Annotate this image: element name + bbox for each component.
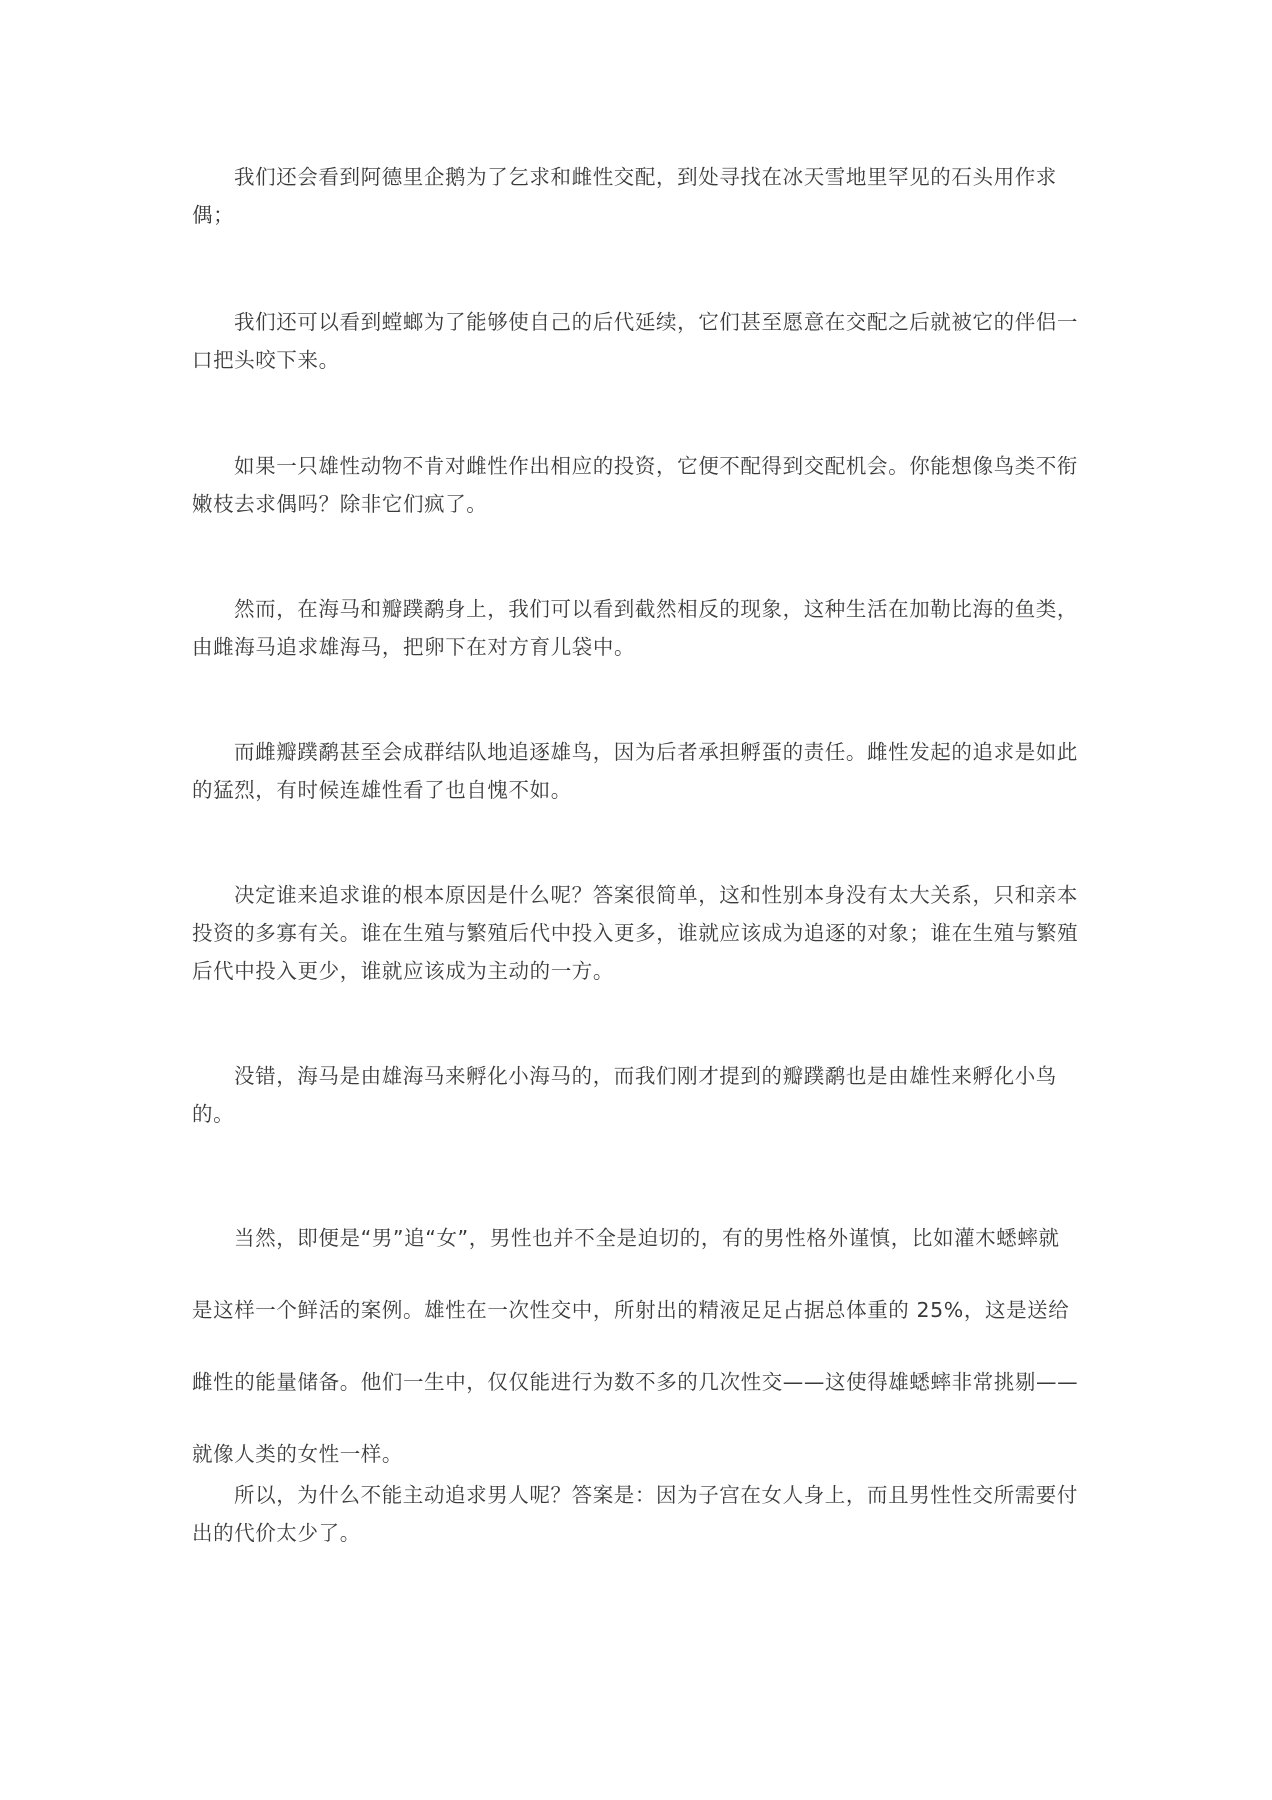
- paragraph-seahorse-phalarope: 然而，在海马和瓣蹼鹬身上，我们可以看到截然相反的现象，这种生活在加勒比海的鱼类，由雌海马追求雄海马，把卵下在对方育儿袋中。: [192, 597, 1078, 659]
- paragraph-male-investment: 如果一只雄性动物不肯对雌性作出相应的投资，它便不配得到交配机会。你能想像鸟类不衔嫩枝去求偶吗？除非它们疯了。: [192, 454, 1078, 516]
- paragraph-male-incubation: 没错，海马是由雄海马来孵化小海马的，而我们刚才提到的瓣蹼鹬也是由雄性来孵化小鸟的。: [192, 1064, 1057, 1126]
- paragraph-parental-investment: 决定谁来追求谁的根本原因是什么呢？答案很简单，这和性别本身没有太大关系，只和亲本投资的多寡有关。谁在生殖与繁殖后代中投入更多，谁就应该成为追逐的对象；谁在生殖与繁殖后代中投入更少，谁就应该成为主动的一方。: [192, 883, 1079, 983]
- paragraph-penguin-courtship: 我们还会看到阿德里企鹅为了乞求和雌性交配，到处寻找在冰天雪地里罕见的石头用作求偶；: [192, 165, 1057, 227]
- paragraph-mantis-mating: 我们还可以看到螳螂为了能够使自己的后代延续，它们甚至愿意在交配之后就被它的伴侣一口把头咬下来。: [192, 310, 1078, 372]
- paragraph-conclusion: 所以，为什么不能主动追求男人呢？答案是：因为子宫在女人身上，而且男性性交所需要付出的代价太少了。: [192, 1483, 1078, 1545]
- paragraph-female-phalarope: 而雌瓣蹼鹬甚至会成群结队地追逐雄鸟，因为后者承担孵蛋的责任。雌性发起的追求是如此的猛烈，有时候连雄性看了也自愧不如。: [192, 740, 1078, 802]
- paragraph-bush-cricket: 当然，即便是“男”追“女”，男性也并不全是迫切的，有的男性格外谨慎，比如灌木蟋蟀就是这样一个鲜活的案例。雄性在一次性交中，所射出的精液足足占据总体重的 25%，这是送给雌性的能量储备。他们一生中，仅仅能进行为数不多的几次性交——这使得雄蟋蟀非常挑剔——就像人类的女性一样。: [192, 1226, 1079, 1466]
